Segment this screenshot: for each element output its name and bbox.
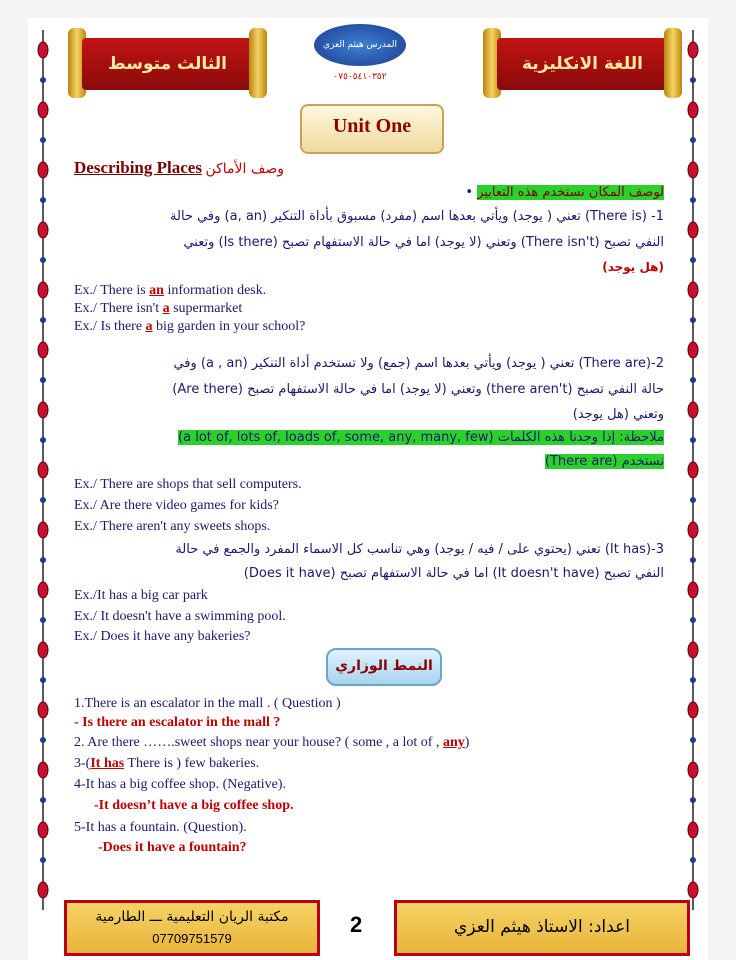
bullet-icon: •	[465, 185, 474, 200]
library-box	[64, 900, 320, 956]
logo-phone: ٠٧٥٠٥٤١٠٣٥٢	[333, 72, 387, 82]
bead-border-icon	[686, 30, 700, 910]
q-text: )	[464, 735, 470, 750]
intro-line	[74, 183, 664, 202]
rule1-line2: النفي تصبح (There isn't) وتعني (لا يوجد) اما في حالة الاستفهام تصبح (Is there) وتعني	[183, 235, 664, 250]
author-name: اعداد: الاستاذ هيثم العزي	[454, 917, 630, 937]
ex-text: supermarket	[169, 301, 243, 316]
note-line1	[74, 428, 664, 447]
q-text: 2. Are there …….sweet shops near your house? ( some , a lot of ,	[74, 735, 443, 750]
library-phone: 07709751579	[152, 931, 232, 946]
rule2-line2: حالة النفي تصبح (there aren't) وتعني (لا يوجد) اما في حالة الاستفهام تصبح (Are there)	[172, 382, 664, 397]
rule3-example2: Ex./ It doesn't have a swimming pool.	[74, 609, 286, 624]
rule3-line2: النفي تصبح (It doesn't have) اما في حالة الاستفهام تصبح (Does it have)	[243, 566, 664, 581]
rule3-example1: Ex./It has a big car park	[74, 588, 208, 603]
ex-text: big garden in your school?	[152, 319, 306, 334]
ministerial-pattern-label: النمط الوزاري	[335, 658, 433, 674]
rule1-line1: 1- (There is) تعني ( يوجد) ويأتي بعدها اسم (مفرد) مسبوق بأداة التنكير (a, an) وفي حالة	[170, 209, 664, 224]
exercise-q2	[74, 733, 664, 752]
exercise-a1: - Is there an escalator in the mall ?	[74, 715, 281, 730]
teacher-logo	[312, 24, 408, 94]
ministerial-pattern-badge	[326, 648, 442, 686]
exercise-q3	[74, 754, 664, 773]
rule1-example2	[74, 299, 664, 318]
note-text-2: نستخدم (There are)	[544, 454, 664, 469]
ex-text: Ex./ There isn't	[74, 301, 163, 316]
exercise-q1: 1.There is an escalator in the mall . ( Question )	[74, 696, 341, 711]
rule2-line3: وتعني (هل يوجد)	[572, 407, 664, 422]
ex-article: a	[162, 301, 170, 316]
ex-article: a	[145, 319, 153, 334]
unit-title-scroll	[300, 104, 444, 154]
q-answer: any	[442, 735, 465, 750]
note-line2	[74, 452, 664, 471]
author-box	[394, 900, 690, 956]
rule2-example3: Ex./ There aren't any sweets shops.	[74, 519, 271, 534]
grade-label: الثالث متوسط	[108, 54, 227, 74]
rule1-example3	[74, 317, 664, 336]
ex-article: an	[149, 283, 164, 298]
rule3-example3: Ex./ Does it have any bakeries?	[74, 629, 251, 644]
rule1-example1	[74, 281, 664, 300]
q-answer: It has	[90, 756, 125, 771]
logo-name: المدرس هيثم العزي	[314, 24, 406, 66]
rule1-line3: (هل يوجد)	[602, 260, 664, 274]
section-title-en: Describing Places	[74, 158, 202, 177]
grade-banner	[60, 28, 275, 98]
page-number: 2	[350, 912, 363, 937]
ex-text: Ex./ Is there	[74, 319, 146, 334]
section-title	[74, 158, 664, 179]
decorative-border-left	[36, 30, 50, 910]
bead-border-icon	[36, 30, 50, 910]
note-text: ملاحظة: إذا وجدنا هذه الكلمات (a lot of, lots of, loads of, some, any, many, few)	[178, 430, 664, 445]
ex-text: Ex./ There is	[74, 283, 150, 298]
section-title-ar: وصف الأماكن	[205, 161, 285, 177]
subject-label: اللغة الانكليزية	[522, 54, 643, 74]
decorative-border-right	[686, 30, 700, 910]
rule3-line1: 3-(It has) تعني (يحتوي على / فيه / يوجد) وهي تناسب كل الاسماء المفرد والجمع في حالة	[175, 542, 664, 557]
unit-title: Unit One	[332, 115, 412, 137]
exercise-q4: 4-It has a big coffee shop. (Negative).	[74, 777, 286, 792]
exercise-a4: -It doesn’t have a big coffee shop.	[94, 798, 294, 813]
rule2-line1: 2-(There are) تعني ( يوجد) ويأتي بعدها اسم (جمع) ولا تستخدم أداة التنكير (a , an) وفي	[173, 356, 664, 371]
library-name: مكتبة الريان التعليمية ـــ الطارمية	[95, 909, 289, 925]
ex-text: information desk.	[163, 283, 267, 298]
q-text: 3-(	[74, 756, 91, 771]
intro-text: لوصف المكان نستخدم هذه التعابير	[477, 185, 664, 200]
exercise-a5: -Does it have a fountain?	[98, 840, 247, 855]
rule2-example1: Ex./ There are shops that sell computers.	[74, 477, 302, 492]
exercise-q5: 5-It has a fountain. (Question).	[74, 820, 247, 835]
subject-banner	[475, 28, 690, 98]
rule2-example2: Ex./ Are there video games for kids?	[74, 498, 279, 513]
q-text: There is ) few bakeries.	[124, 756, 260, 771]
